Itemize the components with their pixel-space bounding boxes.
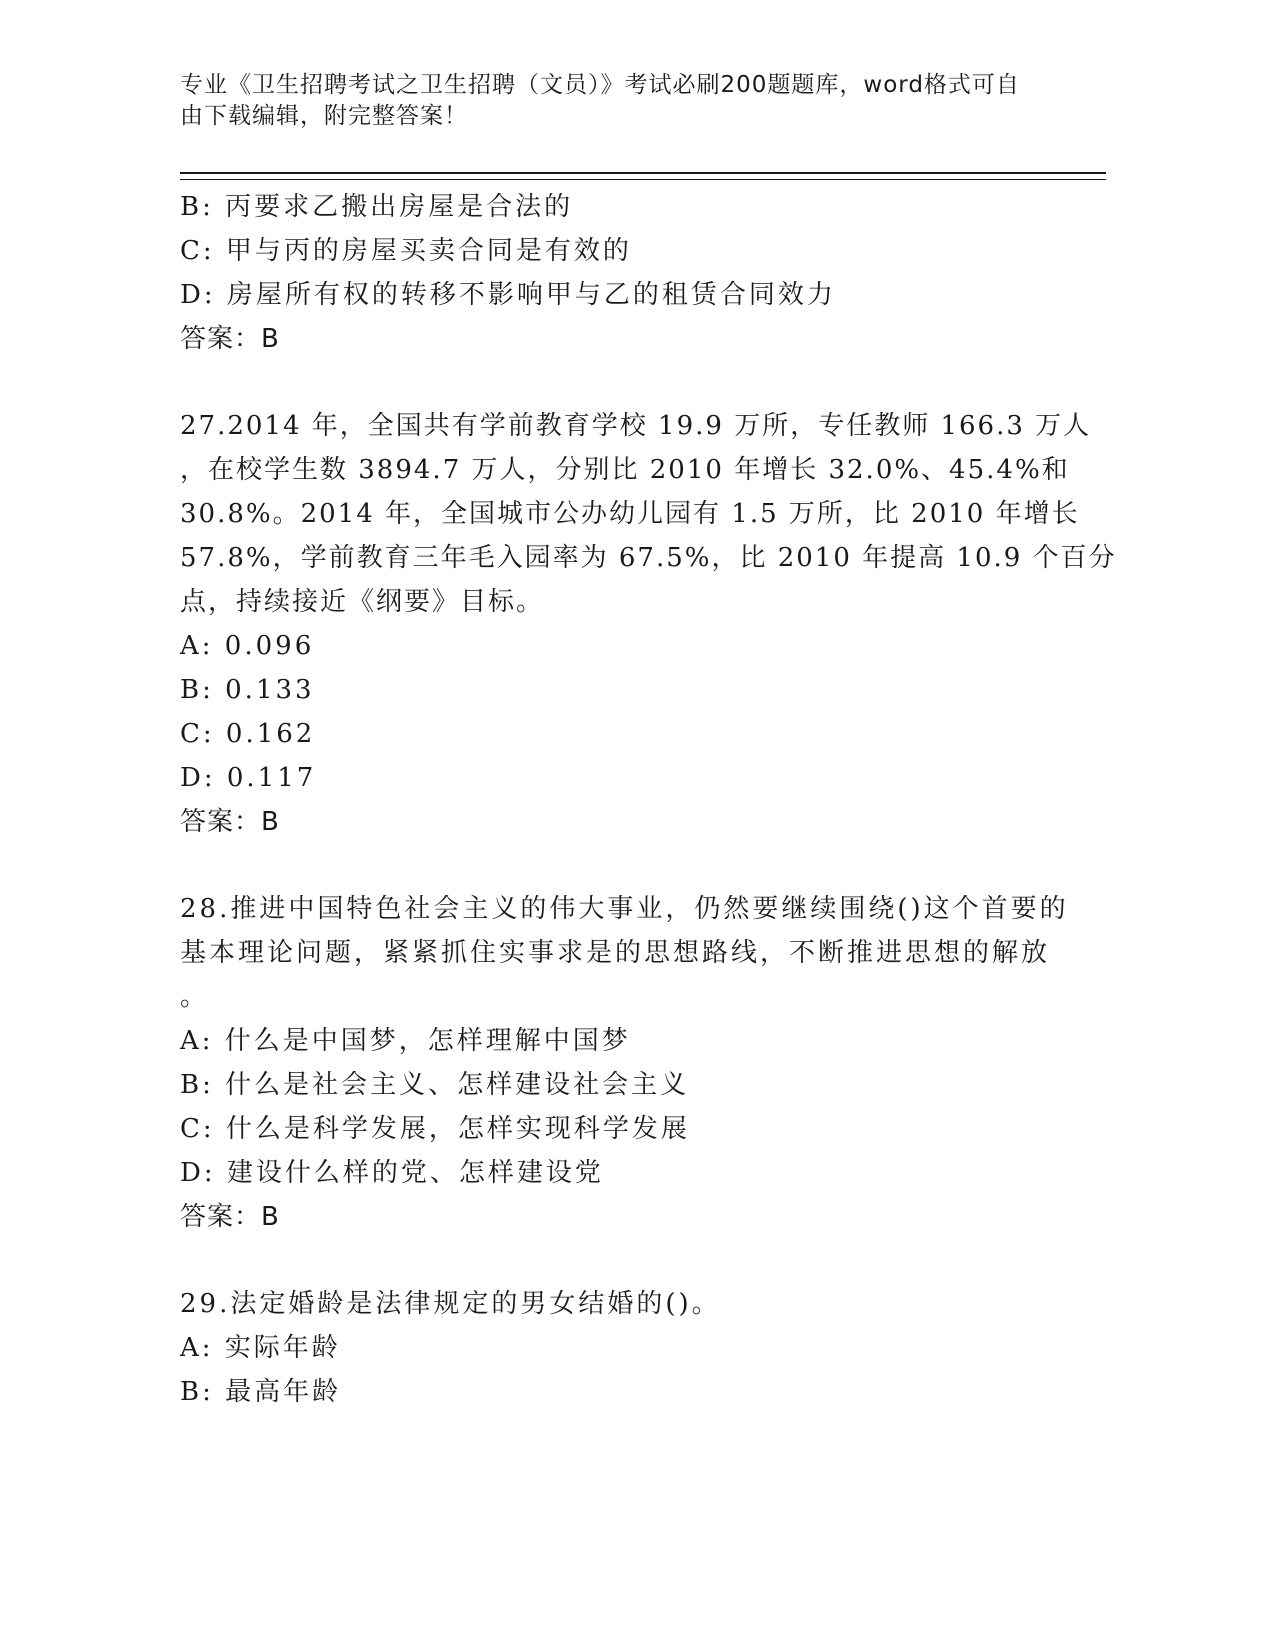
option-b: B: 最高年龄 xyxy=(180,1377,342,1407)
question-stem-line: 。 xyxy=(180,982,210,1012)
question-list xyxy=(180,185,1117,1414)
answer: 答案：B xyxy=(180,1202,280,1232)
question-stem-line: 29.法定婚龄是法律规定的男女结婚的()。 xyxy=(180,1289,721,1319)
header-line-1: 专业《卫生招聘考试之卫生招聘（文员）》考试必刷200题题库，word格式可自 xyxy=(180,72,1020,98)
question-29 xyxy=(180,1282,1050,1414)
option-b: B: 什么是社会主义、怎样建设社会主义 xyxy=(180,1070,690,1100)
option-b: B: 丙要求乙搬出房屋是合法的 xyxy=(180,192,574,222)
question-stem-line: 点，持续接近《纲要》目标。 xyxy=(180,587,545,617)
answer: 答案：B xyxy=(180,807,280,837)
question-stem-line: 57.8%，学前教育三年毛入园率为 67.5%，比 2010 年提高 10.9 个百分 xyxy=(180,543,1117,573)
question-stem-line: 27.2014 年，全国共有学前教育学校 19.9 万所，专任教师 166.3 万人 xyxy=(180,411,1092,441)
option-b: B: 0.133 xyxy=(180,675,315,705)
spacer xyxy=(180,844,1050,887)
option-d: D: 建设什么样的党、怎样建设党 xyxy=(180,1158,604,1188)
question-stem-line: ，在校学生数 3894.7 万人，分别比 2010 年增长 32.0%、45.4%和 xyxy=(180,455,1070,485)
option-d: D: 0.117 xyxy=(180,763,317,793)
question-28 xyxy=(180,887,1069,1239)
header-divider-thick xyxy=(180,172,1106,174)
document-header xyxy=(180,70,1040,132)
header-divider-thin xyxy=(180,179,1106,180)
question-stem-line: 基本理论问题，紧紧抓住实事求是的思想路线，不断推进思想的解放 xyxy=(180,938,1051,968)
answer: 答案：B xyxy=(180,324,280,354)
spacer xyxy=(180,361,1050,404)
option-c: C: 0.162 xyxy=(180,719,316,749)
spacer xyxy=(180,1239,1050,1282)
option-c: C: 甲与丙的房屋买卖合同是有效的 xyxy=(180,236,632,266)
option-a: A: 0.096 xyxy=(180,631,315,661)
question-stem-line: 28.推进中国特色社会主义的伟大事业，仍然要继续围绕()这个首要的 xyxy=(180,894,1069,924)
option-a: A: 什么是中国梦，怎样理解中国梦 xyxy=(180,1026,631,1056)
option-d: D: 房屋所有权的转移不影响甲与乙的租赁合同效力 xyxy=(180,280,836,310)
option-a: A: 实际年龄 xyxy=(180,1333,341,1363)
header-line-2: 由下载编辑，附完整答案！ xyxy=(180,103,468,129)
option-c: C: 什么是科学发展，怎样实现科学发展 xyxy=(180,1114,690,1144)
question-27 xyxy=(180,404,1117,844)
question-stem-line: 30.8%。2014 年，全国城市公办幼儿园有 1.5 万所，比 2010 年增长 xyxy=(180,499,1080,529)
question-26-tail xyxy=(180,185,1050,361)
